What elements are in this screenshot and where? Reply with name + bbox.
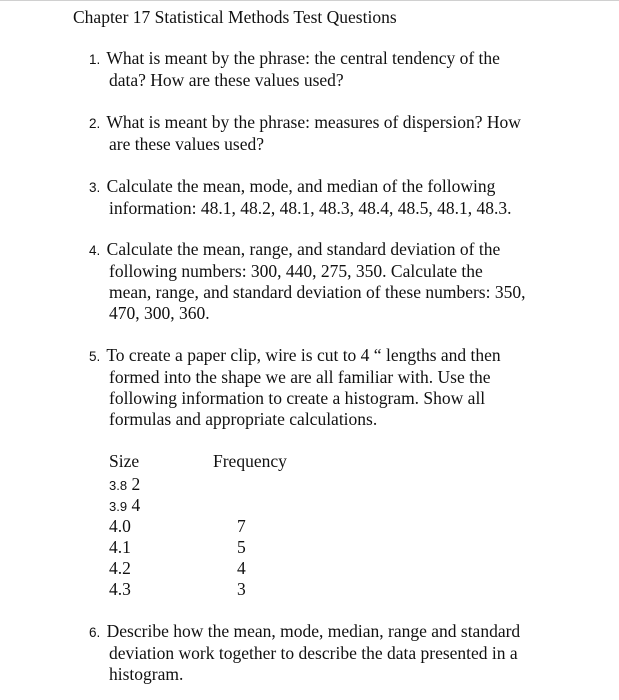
table-row bbox=[109, 516, 409, 537]
size-cell-value: 4.3 bbox=[109, 579, 131, 599]
frequency-header: Frequency bbox=[213, 451, 287, 471]
frequency-cell: 4 bbox=[237, 558, 246, 578]
size-cell-small: 3.9 bbox=[109, 499, 128, 514]
size-cell bbox=[109, 474, 140, 496]
size-header: Size bbox=[109, 451, 140, 471]
table-row bbox=[109, 474, 409, 495]
question-2 bbox=[89, 112, 559, 155]
question-text: To create a paper clip, wire is cut to 4 “ lengths and then bbox=[106, 345, 501, 365]
question-number: 2. bbox=[89, 116, 101, 131]
question-6 bbox=[89, 621, 559, 685]
question-1 bbox=[89, 48, 559, 91]
question-text: following numbers: 300, 440, 275, 350. Calculate the bbox=[109, 261, 483, 281]
question-number: 4. bbox=[89, 243, 101, 258]
frequency-cell: 5 bbox=[237, 537, 246, 557]
table-row bbox=[109, 579, 409, 600]
question-line bbox=[89, 345, 559, 367]
size-cell-value: 4 bbox=[131, 495, 141, 515]
question-text: Describe how the mean, mode, median, range and standard bbox=[106, 621, 521, 641]
frequency-cell: 7 bbox=[237, 516, 246, 536]
question-text: information: 48.1, 48.2, 48.1, 48.3, 48.4, 48.5, 48.1, 48.3. bbox=[109, 198, 512, 218]
question-text: are these values used? bbox=[109, 134, 264, 154]
question-number: 5. bbox=[89, 349, 101, 364]
question-line bbox=[89, 239, 559, 261]
question-text: deviation work together to describe the data presented in a bbox=[109, 643, 518, 663]
question-text: Calculate the mean, mode, and median of the following bbox=[106, 176, 496, 196]
question-line bbox=[89, 176, 559, 198]
question-text: following information to create a histogram. Show all bbox=[109, 388, 486, 408]
question-5 bbox=[89, 345, 559, 430]
table-row bbox=[109, 537, 409, 558]
question-text: data? How are these values used? bbox=[109, 70, 344, 90]
table-row bbox=[109, 558, 409, 579]
question-number: 1. bbox=[89, 52, 101, 67]
table-row bbox=[109, 495, 409, 516]
size-cell bbox=[109, 495, 140, 517]
question-text: Calculate the mean, range, and standard deviation of the bbox=[106, 239, 501, 259]
size-cell bbox=[109, 516, 131, 538]
question-4 bbox=[89, 239, 559, 324]
size-cell-value: 2 bbox=[131, 474, 141, 494]
size-cell-value: 4.2 bbox=[109, 558, 131, 578]
size-cell bbox=[109, 537, 131, 559]
question-text: What is meant by the phrase: the central tendency of the bbox=[106, 48, 500, 68]
question-line bbox=[89, 621, 559, 643]
question-text: formulas and appropriate calculations. bbox=[109, 409, 378, 429]
size-cell-value: 4.0 bbox=[109, 516, 131, 536]
question-line bbox=[89, 48, 559, 70]
question-text: formed into the shape we are all familiar with. Use the bbox=[109, 367, 491, 387]
question-3 bbox=[89, 176, 559, 219]
page-title: Chapter 17 Statistical Methods Test Questions bbox=[73, 7, 397, 27]
top-divider bbox=[0, 0, 619, 1]
question-number: 6. bbox=[89, 625, 101, 640]
question-text: mean, range, and standard deviation of these numbers: 350, bbox=[109, 282, 526, 302]
size-cell bbox=[109, 558, 131, 580]
size-cell bbox=[109, 579, 131, 601]
question-text: histogram. bbox=[109, 664, 184, 684]
size-cell-small: 3.8 bbox=[109, 478, 128, 493]
size-cell-value: 4.1 bbox=[109, 537, 131, 557]
question-text: What is meant by the phrase: measures of dispersion? How bbox=[106, 112, 521, 132]
question-text: 470, 300, 360. bbox=[109, 303, 210, 323]
question-number: 3. bbox=[89, 180, 101, 195]
question-line bbox=[89, 112, 559, 134]
frequency-cell: 3 bbox=[237, 579, 246, 599]
